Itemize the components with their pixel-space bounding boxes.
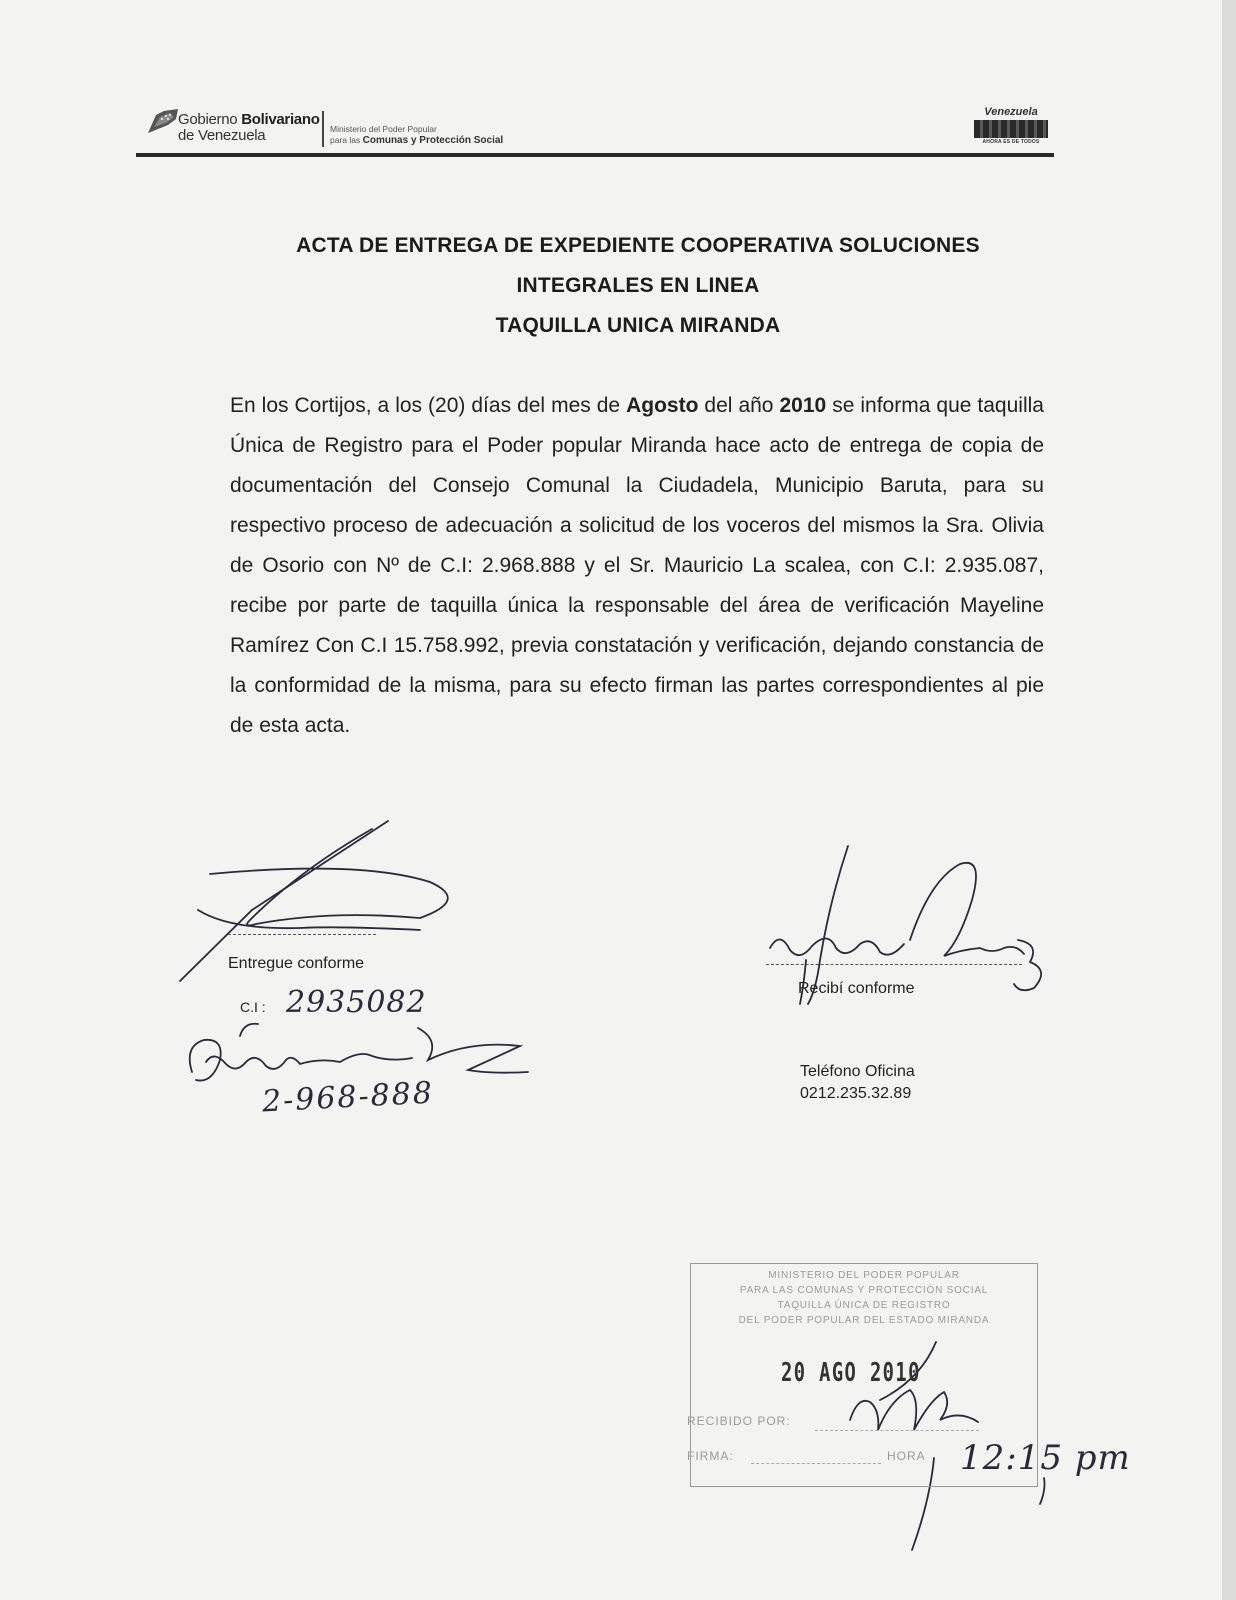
phone-label: Teléfono Oficina	[800, 1063, 915, 1080]
left-ci-handwritten: 2935082	[286, 985, 427, 1020]
title-line-3: TAQUILLA UNICA MIRANDA	[495, 314, 781, 337]
second-ci-handwritten: 2-968-888	[261, 1075, 435, 1120]
body-part-2: del año	[698, 394, 780, 417]
gov-line1-a: Gobierno	[178, 111, 242, 128]
stamp-received-line	[815, 1430, 979, 1431]
title-line-1: ACTA DE ENTREGA DE EXPEDIENTE COOPERATIVA SOLUCIONES	[296, 234, 980, 257]
left-signature-label: Entregue conforme	[228, 955, 365, 972]
body-part-1: En los Cortijos, a los (20) días del mes de	[230, 394, 627, 417]
stamp-date: 20 AGO 2010	[781, 1358, 921, 1388]
stamp-signature-line	[751, 1463, 881, 1464]
body-month: Agosto	[626, 394, 699, 417]
left-ci-label: C.I :	[240, 999, 266, 1015]
gov-line2: de Venezuela	[178, 127, 266, 144]
stamp-time-handwritten: 12:15 pm	[960, 1438, 1131, 1478]
ministry-line2-a: para las	[330, 135, 363, 145]
venezuela-logo-motto: AHORA ES DE TODOS	[982, 139, 1040, 145]
body-part-3: se informa que taquilla Única de Registro para el Poder popular Miranda hace acto de entrega de copia de documentación del Consejo Comunal la Ciudadela, Municipio Baruta, para su respectivo proceso de adecuación a solicitud de los voceros del mismos la Sra. Olivia de Osorio con Nº de C.I: 2.968.888 y el Sr. Mauricio La scalea, con C.I: 2.935.087, recibe por parte de taquilla única la responsable del área de verificación Mayeline Ramírez Con C.I 15.758.992, previa constatación y verificación, dejando constancia de la conformidad de la misma, para su efecto firman las partes correspondientes al pie de esta acta.	[230, 394, 1044, 737]
stamp-line-3: TAQUILLA ÚNICA DE REGISTRO	[777, 1300, 951, 1311]
left-signature-line	[228, 934, 376, 935]
venezuela-logo-text: Venezuela	[984, 106, 1038, 118]
ministry-line2-b: Comunas y Protección Social	[362, 135, 504, 146]
stamp-signature-label: FIRMA:	[687, 1449, 734, 1463]
stamp-line-2: PARA LAS COMUNAS Y PROTECCIÓN SOCIAL	[739, 1285, 989, 1296]
phone-number: 0212.235.32.89	[800, 1085, 912, 1102]
right-signature-line	[766, 964, 1022, 965]
stamp-line-4: DEL PODER POPULAR DEL ESTADO MIRANDA	[738, 1315, 990, 1326]
right-signature-label: Recibí conforme	[798, 980, 915, 997]
stamp-time-label: HORA	[887, 1449, 926, 1463]
ministry-line1: Ministerio del Poder Popular	[330, 124, 437, 134]
title-line-2: INTEGRALES EN LINEA	[516, 274, 760, 297]
stamp-header	[691, 1268, 1037, 1328]
stamp-line-1: MINISTERIO DEL PODER POPULAR	[768, 1270, 960, 1281]
body-year: 2010	[779, 394, 827, 417]
stamp-received-label: RECIBIDO POR:	[687, 1414, 791, 1428]
gov-line1-b: Bolivariano	[241, 111, 320, 128]
